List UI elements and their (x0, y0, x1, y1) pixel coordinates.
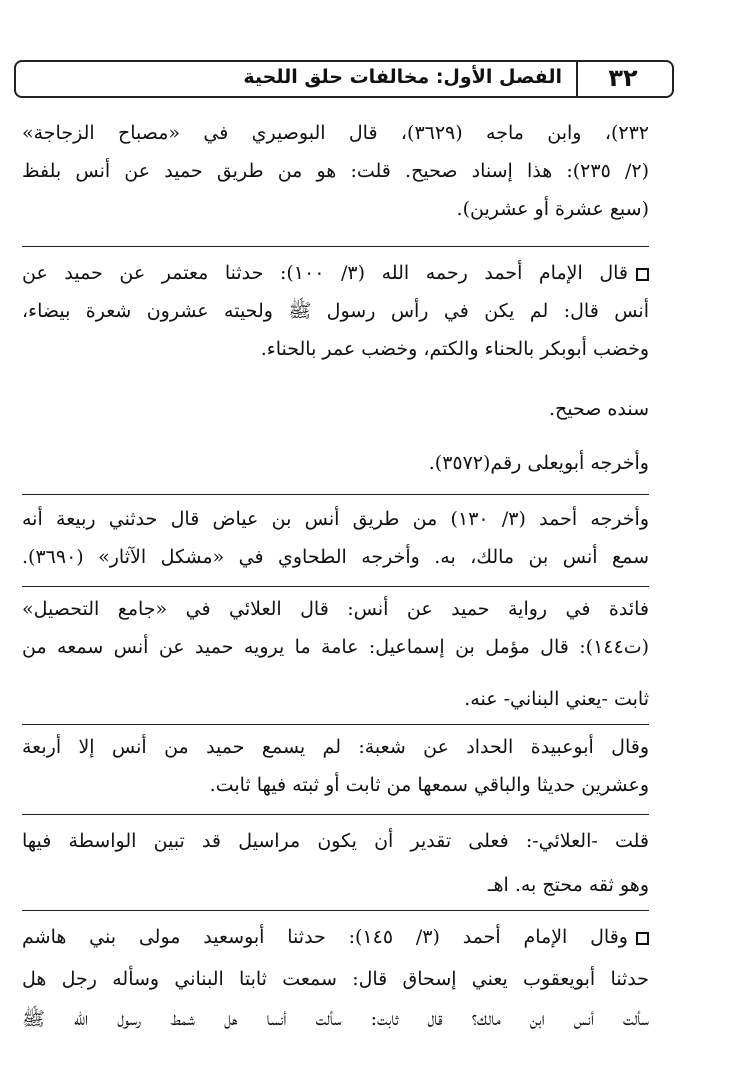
text-line: أنس قال: لم يكن في رأس رسول ﷺ ولحيته عشرون شعرة بيضاء، (22, 300, 649, 322)
text-line: (سبع عشرة أو عشرين). (456, 198, 649, 220)
divider (22, 246, 649, 247)
text-line-checkbox (22, 922, 649, 952)
text-line: سمع أنس بن مالك، به. وأخرجه الطحاوي في «مشكل الآثار» (٣٦٩٠). (22, 546, 649, 568)
text-line-checkbox (22, 258, 649, 288)
text-line: سألت أنس ابن مالك؟ قال ثابت: سألت أنسا هل شمط رسول الله ﷺ (22, 1008, 649, 1030)
text-line: وقال أبوعبيدة الحداد عن شعبة: لم يسمع حميد من أنس إلا أربعة (22, 736, 649, 758)
divider (22, 724, 649, 725)
page-header (14, 60, 674, 98)
text-line: وعشرين حديثا والباقي سمعها من ثابت أو ثبته فيها ثابت. (209, 774, 649, 796)
divider (22, 910, 649, 911)
text-line: ٢٣٢)، وابن ماجه (٣٦٢٩)، قال البوصيري في «مصباح الزجاجة» (22, 122, 649, 144)
text-line: حدثنا أبويعقوب يعني إسحاق قال: سمعت ثابتا البناني وسأله رجل هل (22, 968, 649, 990)
text-line: فائدة في رواية حميد عن أنس: قال العلائي في «جامع التحصيل» (22, 598, 649, 620)
text-line: قال الإمام أحمد رحمه الله (٣/ ١٠٠): حدثنا معتمر عن حميد عن (22, 262, 629, 284)
text-line: سنده صحيح. (548, 398, 649, 420)
text-line: وخضب أبوبكر بالحناء والكتم، وخضب عمر بالحناء. (260, 338, 649, 360)
checkbox-icon (636, 268, 649, 281)
page-number: ٣٢ (576, 60, 668, 98)
text-line: وهو ثقه محتج به. اهـ (487, 874, 649, 896)
text-line: وأخرجه أحمد (٣/ ١٣٠) من طريق أنس بن عياض قال حدثني ربيعة أنه (22, 508, 649, 530)
text-line: (ت١٤٤): قال مؤمل بن إسماعيل: عامة ما يرويه حميد عن أنس سمعه من (22, 636, 649, 658)
text-line: وأخرجه أبويعلى رقم(٣٥٧٢). (428, 452, 649, 474)
chapter-title: الفصل الأول: مخالفات حلق اللحية (243, 66, 562, 88)
divider (22, 494, 649, 495)
text-line: قلت -العلائي-: فعلى تقدير أن يكون مراسيل قد تبين الواسطة فيها (22, 830, 649, 852)
checkbox-icon (636, 932, 649, 945)
text-line: وقال الإمام أحمد (٣/ ١٤٥): حدثنا أبوسعيد مولى بني هاشم (22, 926, 628, 948)
divider (22, 586, 649, 587)
divider (22, 814, 649, 815)
text-line: ثابت -يعني البناني- عنه. (464, 688, 649, 710)
text-line: (٢/ ٢٣٥): هذا إسناد صحيح. قلت: هو من طريق حميد عن أنس بلفظ (22, 160, 649, 182)
